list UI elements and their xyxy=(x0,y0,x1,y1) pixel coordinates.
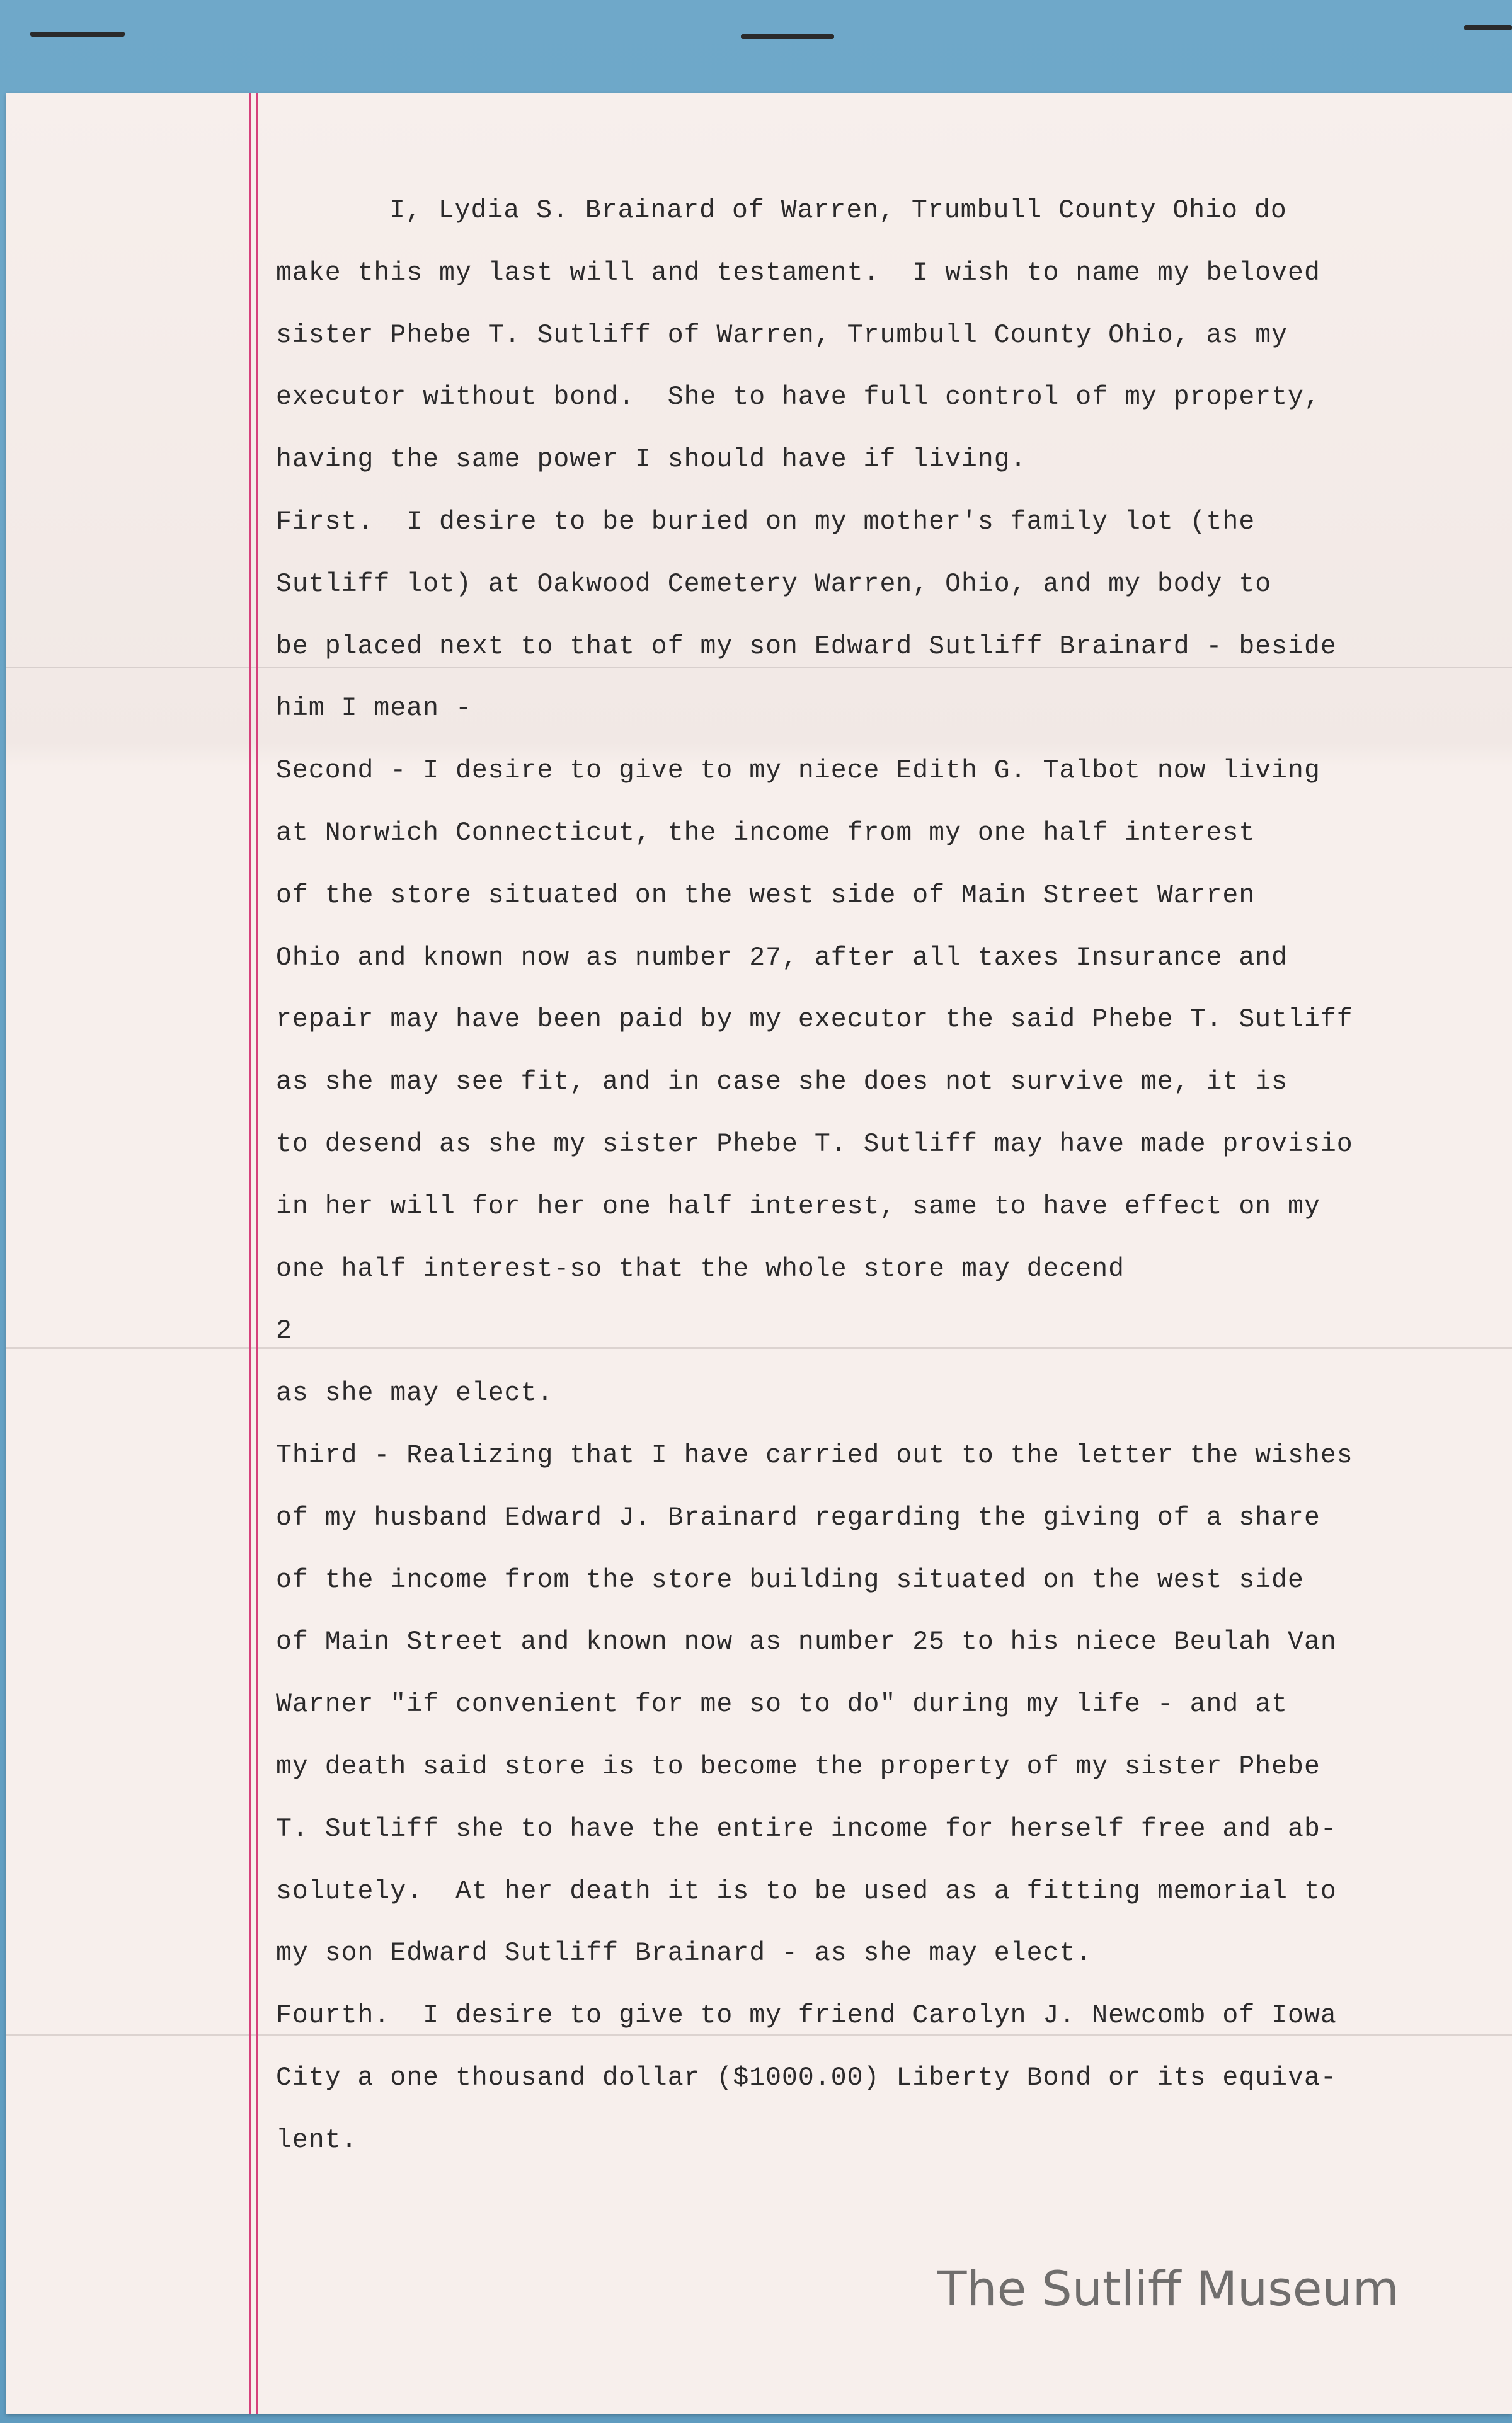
text-line: repair may have been paid by my executor the said Phebe T. Sutliff xyxy=(276,1005,1353,1035)
text-line: of my husband Edward J. Brainard regarding the giving of a share xyxy=(276,1503,1320,1533)
text-line: Warner "if convenient for me so to do" during my life - and at xyxy=(276,1690,1288,1720)
left-margin-rule xyxy=(256,93,258,2414)
staple-mark xyxy=(741,34,834,39)
text-line: Ohio and known now as number 27, after all taxes Insurance and xyxy=(276,942,1288,973)
text-line: at Norwich Connecticut, the income from my one half interest xyxy=(276,818,1256,848)
will-text-body xyxy=(276,180,1511,2172)
text-line: to desend as she my sister Phebe T. Sutliff may have made provisio xyxy=(276,1129,1353,1159)
text-line: having the same power I should have if living. xyxy=(276,445,1027,475)
text-line: be placed next to that of my son Edward Sutliff Brainard - beside xyxy=(276,631,1337,662)
text-line: my son Edward Sutliff Brainard - as she may elect. xyxy=(276,1939,1092,1969)
text-line: make this my last will and testament. I wish to name my beloved xyxy=(276,258,1320,288)
text-line: of Main Street and known now as number 25 to his niece Beulah Van xyxy=(276,1627,1337,1658)
text-line: I, Lydia S. Brainard of Warren, Trumbull County Ohio do xyxy=(389,196,1287,226)
text-line: as she may see fit, and in case she does not survive me, it is xyxy=(276,1067,1288,1097)
text-line: lent. xyxy=(276,2125,358,2155)
text-line: Second - I desire to give to my niece Edith G. Talbot now living xyxy=(276,756,1320,786)
staple-mark xyxy=(30,32,125,37)
text-line: of the store situated on the west side of Main Street Warren xyxy=(276,880,1256,910)
left-margin-rule xyxy=(249,93,251,2414)
text-line: executor without bond. She to have full control of my property, xyxy=(276,382,1320,413)
museum-watermark: The Sutliff Museum xyxy=(937,2260,1399,2317)
text-line: sister Phebe T. Sutliff of Warren, Trumbull County Ohio, as my xyxy=(276,320,1288,350)
page-number: 2 xyxy=(276,1316,292,1346)
text-line: as she may elect. xyxy=(276,1378,554,1409)
text-line: him I mean - xyxy=(276,694,472,724)
staple-mark xyxy=(1464,25,1512,30)
text-line: First. I desire to be buried on my mother's family lot (the xyxy=(276,507,1256,537)
document-page xyxy=(6,93,1512,2414)
text-line: T. Sutliff she to have the entire income for herself free and ab- xyxy=(276,1814,1337,1844)
text-line: City a one thousand dollar ($1000.00) Liberty Bond or its equiva- xyxy=(276,2063,1337,2093)
text-line: solutely. At her death it is to be used as a fitting memorial to xyxy=(276,1876,1337,1906)
text-line: one half interest-so that the whole store may decend xyxy=(276,1254,1125,1284)
text-line: Sutliff lot) at Oakwood Cemetery Warren, Ohio, and my body to xyxy=(276,569,1272,599)
text-line: Fourth. I desire to give to my friend Carolyn J. Newcomb of Iowa xyxy=(276,2001,1337,2031)
text-line: my death said store is to become the property of my sister Phebe xyxy=(276,1751,1320,1782)
text-line: in her will for her one half interest, same to have effect on my xyxy=(276,1191,1320,1222)
text-line: Third - Realizing that I have carried out to the letter the wishes xyxy=(276,1440,1353,1470)
text-line: of the income from the store building situated on the west side xyxy=(276,1565,1304,1595)
